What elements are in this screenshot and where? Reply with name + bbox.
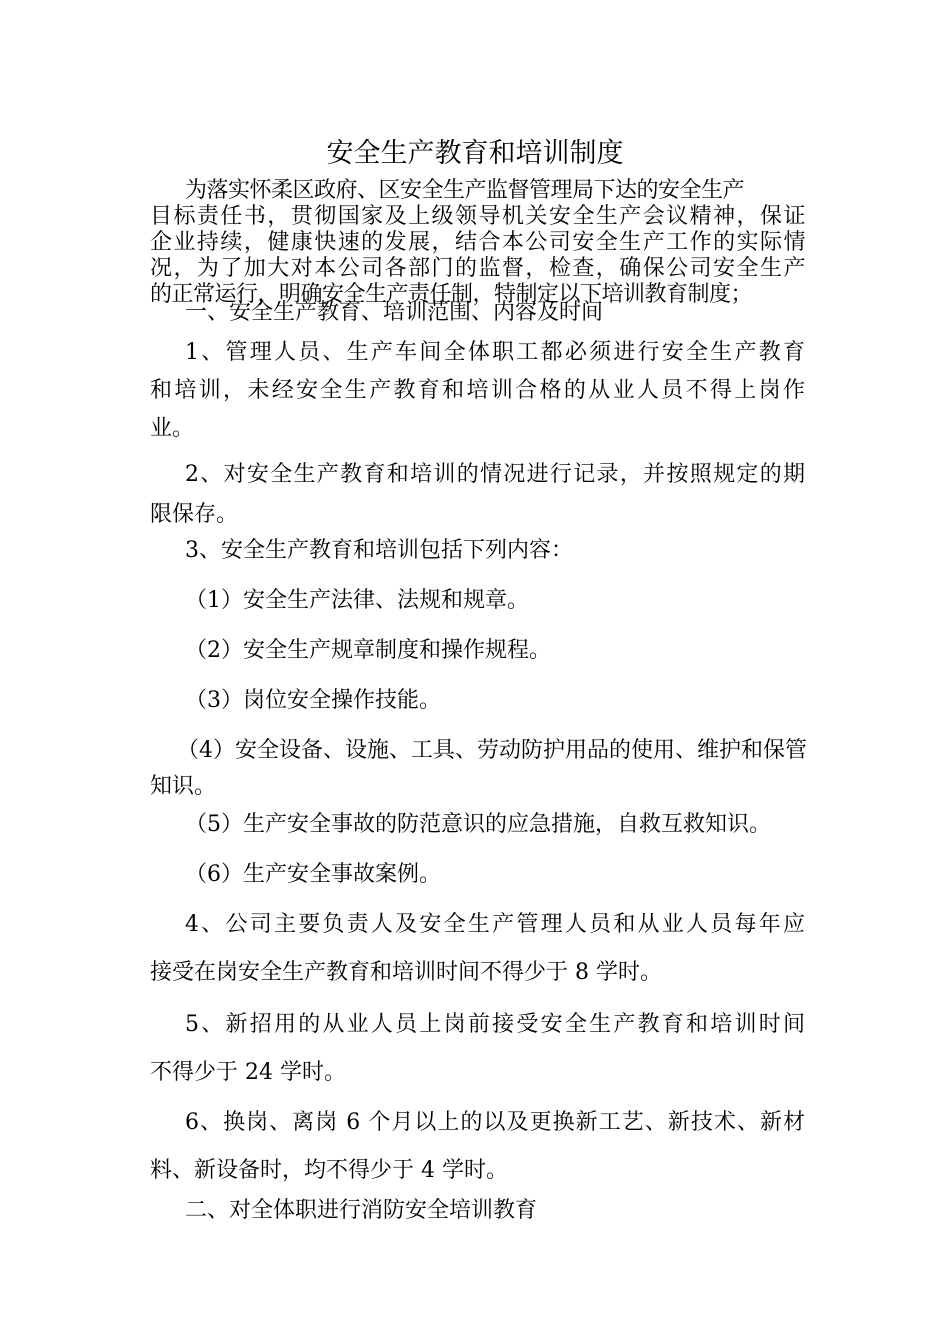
section-heading: 二、对全体职进行消防安全培训教育 [185, 1198, 538, 1223]
text-line: 5、新招用的从业人员上岗前接受安全生产教育和培训时间 [185, 1012, 805, 1037]
text-line: 的正常运行，明确安全生产责任制，特制定以下培训教育制度； [150, 282, 753, 307]
text-line: 目标责任书，贯彻国家及上级领导机关安全生产会议精神，保证 [150, 204, 805, 229]
text-line: 2、对安全生产教育和培训的情况进行记录，并按照规定的期 [185, 462, 805, 487]
list-item: （6）生产安全事故案例。 [185, 862, 441, 887]
text-line: 接受在岗安全生产教育和培训时间不得少于 8 学时。 [150, 960, 662, 985]
text-line: 企业持续，健康快速的发展，结合本公司安全生产工作的实际情 [150, 230, 805, 255]
text-line: 6、换岗、离岗 6 个月以上的以及更换新工艺、新技术、新材 [185, 1110, 805, 1135]
section-heading: 一、安全生产教育、培训范围、内容及时间 [185, 300, 604, 325]
list-item: （5）生产安全事故的防范意识的应急措施，自救互救知识。 [185, 812, 771, 837]
text-line: 况，为了加大对本公司各部门的监督，检查，确保公司安全生产 [150, 256, 805, 281]
text-line: 4、公司主要负责人及安全生产管理人员和从业人员每年应 [185, 912, 805, 937]
document-title: 安全生产教育和培训制度 [326, 138, 624, 169]
text-line: 料、新设备时，均不得少于 4 学时。 [150, 1158, 508, 1183]
text-line: 为落实怀柔区政府、区安全生产监督管理局下达的安全生产 [185, 178, 745, 203]
text-line: 不得少于 24 学时。 [150, 1060, 346, 1085]
list-item: （4）安全设备、设施、工具、劳动防护用品的使用、维护和保管 [177, 738, 807, 763]
text-line: 限保存。 [150, 502, 239, 527]
text-line: 3、安全生产教育和培训包括下列内容： [185, 538, 573, 563]
text-line: 知识。 [150, 774, 217, 799]
text-line: 1、管理人员、生产车间全体职工都必须进行安全生产教育 [185, 340, 805, 365]
list-item: （1）安全生产法律、法规和规章。 [185, 588, 529, 613]
text-line: 业。 [150, 416, 195, 441]
text-line: 和培训，未经安全生产教育和培训合格的从业人员不得上岗作 [150, 378, 805, 403]
list-item: （3）岗位安全操作技能。 [185, 688, 441, 713]
list-item: （2）安全生产规章制度和操作规程。 [185, 638, 551, 663]
